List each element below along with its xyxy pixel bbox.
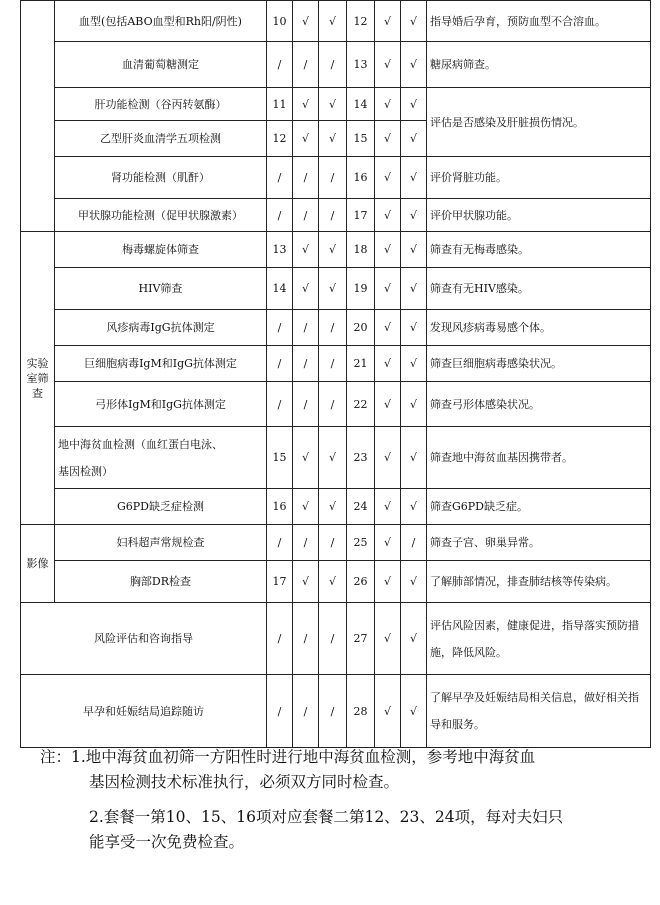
- plan1-check-a: √: [293, 427, 319, 489]
- group-cell-blank: [21, 1, 55, 232]
- plan1-number: /: [267, 157, 293, 199]
- plan1-number: 17: [267, 561, 293, 603]
- plan1-number: /: [267, 525, 293, 561]
- plan1-check-a: /: [293, 346, 319, 382]
- plan2-check-a: √: [375, 268, 401, 310]
- plan2-check-a: √: [375, 675, 401, 748]
- plan2-check-a: √: [375, 382, 401, 427]
- purpose-text: 筛查地中海贫血基因携带者。: [427, 427, 651, 489]
- plan1-check-a: /: [293, 310, 319, 346]
- plan2-check-a: √: [375, 199, 401, 232]
- purpose-text: 了解肺部情况，排查肺结核等传染病。: [427, 561, 651, 603]
- item-name: 早孕和妊娠结局追踪随访: [21, 675, 267, 748]
- table-row: [21, 88, 651, 121]
- plan2-number: 23: [347, 427, 375, 489]
- item-name: 妇科超声常规检查: [55, 525, 267, 561]
- note-1-line-2: 基因检测技术标准执行，必须双方同时检查。: [89, 773, 400, 791]
- table-row: [21, 489, 651, 525]
- plan1-check-b: √: [319, 1, 347, 42]
- plan2-check-b: √: [401, 346, 427, 382]
- plan2-check-b: √: [401, 199, 427, 232]
- plan2-check-a: √: [375, 310, 401, 346]
- purpose-text: 评估是否感染及肝脏损伤情况。: [427, 88, 651, 157]
- plan2-number: 17: [347, 199, 375, 232]
- plan2-check-a: √: [375, 88, 401, 121]
- plan1-check-b: /: [319, 42, 347, 88]
- plan2-number: 16: [347, 157, 375, 199]
- group-lab-screening: 实验室筛查: [21, 232, 55, 525]
- purpose-text: 筛查有无HIV感染。: [427, 268, 651, 310]
- purpose-text: [427, 603, 651, 675]
- plan2-number: 24: [347, 489, 375, 525]
- plan1-check-b: /: [319, 525, 347, 561]
- plan1-check-a: /: [293, 525, 319, 561]
- plan1-check-a: √: [293, 1, 319, 42]
- note-2-line-2: 能享受一次免费检查。: [89, 833, 245, 851]
- purpose-text: 筛查弓形体感染状况。: [427, 382, 651, 427]
- purpose-line2: 施，降低风险。: [430, 645, 507, 659]
- purpose-text: 评价肾脏功能。: [427, 157, 651, 199]
- item-name: 乙型肝炎血清学五项检测: [55, 121, 267, 157]
- plan1-check-a: /: [293, 382, 319, 427]
- purpose-text: 筛查子宫、卵巢异常。: [427, 525, 651, 561]
- plan2-check-b: √: [401, 232, 427, 268]
- table-row: [21, 42, 651, 88]
- table-row: [21, 268, 651, 310]
- plan1-number: 10: [267, 1, 293, 42]
- plan1-check-b: /: [319, 675, 347, 748]
- plan1-check-a: √: [293, 232, 319, 268]
- plan2-check-a: √: [375, 232, 401, 268]
- note-2-line-1: 2.套餐一第10、15、16项对应套餐二第12、23、24项，每对夫妇只: [89, 808, 564, 826]
- plan2-check-b: √: [401, 310, 427, 346]
- plan1-check-a: √: [293, 121, 319, 157]
- plan2-check-b: /: [401, 525, 427, 561]
- plan1-check-a: /: [293, 603, 319, 675]
- plan2-check-a: √: [375, 603, 401, 675]
- purpose-text: 筛查G6PD缺乏症。: [427, 489, 651, 525]
- plan1-number: /: [267, 382, 293, 427]
- plan1-check-b: /: [319, 382, 347, 427]
- table-row: [21, 675, 651, 748]
- table-row: [21, 603, 651, 675]
- purpose-text: 糖尿病筛查。: [427, 42, 651, 88]
- item-name: 肾功能检测（肌酐）: [55, 157, 267, 199]
- plan2-check-a: √: [375, 561, 401, 603]
- plan1-number: /: [267, 42, 293, 88]
- plan1-number: /: [267, 310, 293, 346]
- item-name: 血清葡萄糖测定: [55, 42, 267, 88]
- plan1-number: 15: [267, 427, 293, 489]
- item-name: 风险评估和咨询指导: [21, 603, 267, 675]
- item-name: 梅毒螺旋体筛查: [55, 232, 267, 268]
- table-notes: [40, 745, 640, 855]
- purpose-line1: 评估风险因素，健康促进，指导落实预防措: [430, 618, 639, 632]
- plan2-check-b: √: [401, 427, 427, 489]
- plan2-check-b: √: [401, 603, 427, 675]
- plan1-check-b: √: [319, 268, 347, 310]
- note-1-line-1: 注：1.地中海贫血初筛一方阳性时进行地中海贫血检测，参考地中海贫血: [40, 748, 536, 766]
- plan1-number: 12: [267, 121, 293, 157]
- plan1-check-b: √: [319, 561, 347, 603]
- plan2-number: 18: [347, 232, 375, 268]
- item-name: 肝功能检测（谷丙转氨酶）: [55, 88, 267, 121]
- plan1-number: /: [267, 199, 293, 232]
- item-name: G6PD缺乏症检测: [55, 489, 267, 525]
- purpose-text: 发现风疹病毒易感个体。: [427, 310, 651, 346]
- plan2-number: 15: [347, 121, 375, 157]
- plan2-check-a: √: [375, 525, 401, 561]
- item-name: 风疹病毒IgG抗体测定: [55, 310, 267, 346]
- item-name: 巨细胞病毒IgM和IgG抗体测定: [55, 346, 267, 382]
- item-name: 血型(包括ABO血型和Rh阳/阴性): [55, 1, 267, 42]
- item-name-line2: 基因检测）: [58, 464, 113, 478]
- table-row: [21, 525, 651, 561]
- plan1-check-b: √: [319, 489, 347, 525]
- table-row: [21, 157, 651, 199]
- table-row: [21, 427, 651, 489]
- table-row: [21, 199, 651, 232]
- plan2-number: 25: [347, 525, 375, 561]
- plan1-check-a: √: [293, 268, 319, 310]
- plan2-check-b: √: [401, 489, 427, 525]
- item-name: 甲状腺功能检测（促甲状腺激素）: [55, 199, 267, 232]
- table-row: [21, 232, 651, 268]
- purpose-line1: 了解早孕及妊娠结局相关信息，做好相关指: [430, 691, 639, 704]
- plan2-check-b: √: [401, 382, 427, 427]
- table-row: [21, 310, 651, 346]
- plan1-number: 11: [267, 88, 293, 121]
- plan2-number: 14: [347, 88, 375, 121]
- plan2-check-b: √: [401, 675, 427, 748]
- plan1-check-b: /: [319, 157, 347, 199]
- plan2-check-a: √: [375, 121, 401, 157]
- table-row: [21, 346, 651, 382]
- plan1-number: 14: [267, 268, 293, 310]
- plan2-check-b: √: [401, 121, 427, 157]
- plan1-number: /: [267, 603, 293, 675]
- plan2-number: 20: [347, 310, 375, 346]
- table-row: [21, 1, 651, 42]
- plan2-number: 22: [347, 382, 375, 427]
- plan2-number: 12: [347, 1, 375, 42]
- plan1-check-b: √: [319, 427, 347, 489]
- plan1-check-b: /: [319, 346, 347, 382]
- table-row: [21, 382, 651, 427]
- plan2-check-b: √: [401, 42, 427, 88]
- plan1-check-b: √: [319, 121, 347, 157]
- plan2-check-b: √: [401, 88, 427, 121]
- plan2-check-a: √: [375, 346, 401, 382]
- plan2-check-a: √: [375, 1, 401, 42]
- plan2-check-a: √: [375, 157, 401, 199]
- plan1-check-b: √: [319, 88, 347, 121]
- purpose-text: [427, 675, 651, 748]
- plan1-check-a: /: [293, 199, 319, 232]
- item-name: 弓形体IgM和IgG抗体测定: [55, 382, 267, 427]
- purpose-text: 评价甲状腺功能。: [427, 199, 651, 232]
- exam-items-table: [20, 0, 651, 748]
- plan1-check-a: √: [293, 489, 319, 525]
- purpose-line2: 导和服务。: [430, 718, 485, 731]
- plan1-number: /: [267, 675, 293, 748]
- plan1-check-a: /: [293, 42, 319, 88]
- plan1-check-a: √: [293, 561, 319, 603]
- item-name-line1: 地中海贫血检测（血红蛋白电泳、: [58, 437, 223, 451]
- plan2-check-b: √: [401, 268, 427, 310]
- plan1-number: 13: [267, 232, 293, 268]
- plan1-check-b: /: [319, 199, 347, 232]
- plan1-number: /: [267, 346, 293, 382]
- plan2-number: 13: [347, 42, 375, 88]
- plan2-check-a: √: [375, 489, 401, 525]
- item-name: 胸部DR检查: [55, 561, 267, 603]
- plan2-number: 26: [347, 561, 375, 603]
- plan2-check-b: √: [401, 157, 427, 199]
- plan2-number: 28: [347, 675, 375, 748]
- purpose-text: 筛查巨细胞病毒感染状况。: [427, 346, 651, 382]
- plan1-check-b: /: [319, 603, 347, 675]
- item-name: HIV筛查: [55, 268, 267, 310]
- plan1-check-b: √: [319, 232, 347, 268]
- purpose-text: 指导婚后孕育，预防血型不合溶血。: [427, 1, 651, 42]
- plan2-check-a: √: [375, 42, 401, 88]
- plan2-number: 27: [347, 603, 375, 675]
- plan2-check-b: √: [401, 1, 427, 42]
- plan1-check-a: /: [293, 675, 319, 748]
- purpose-text: 筛查有无梅毒感染。: [427, 232, 651, 268]
- table-row: [21, 561, 651, 603]
- plan1-check-a: /: [293, 157, 319, 199]
- plan1-number: 16: [267, 489, 293, 525]
- plan2-check-a: √: [375, 427, 401, 489]
- group-imaging: 影像: [21, 525, 55, 603]
- plan2-check-b: √: [401, 561, 427, 603]
- plan2-number: 21: [347, 346, 375, 382]
- plan2-number: 19: [347, 268, 375, 310]
- plan1-check-a: √: [293, 88, 319, 121]
- plan1-check-b: /: [319, 310, 347, 346]
- item-name: [55, 427, 267, 489]
